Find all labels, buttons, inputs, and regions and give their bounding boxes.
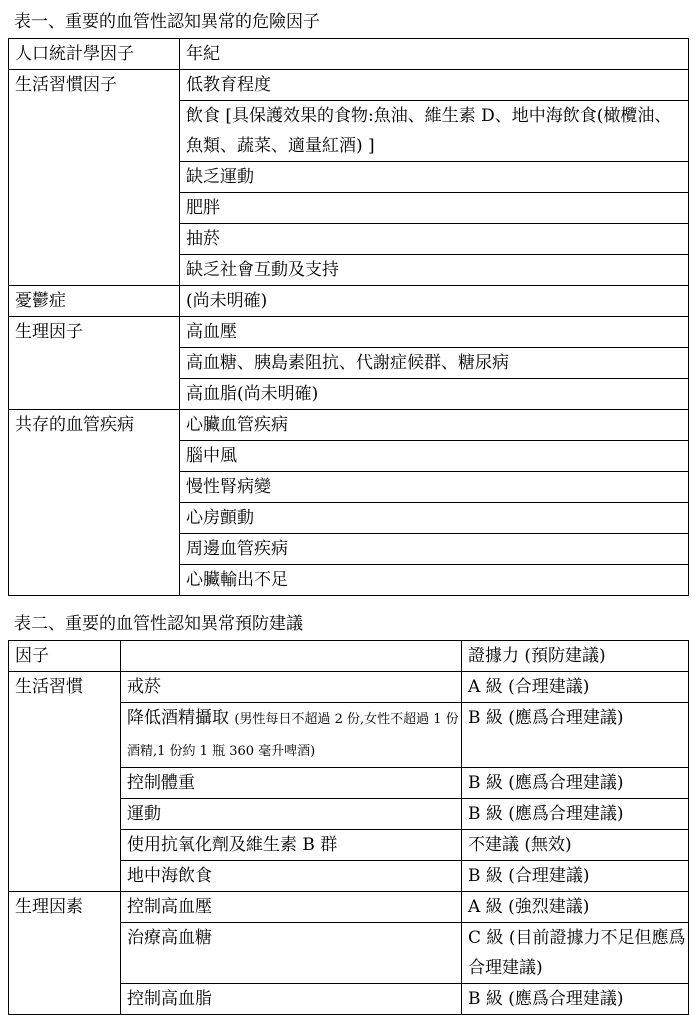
header-item (121, 641, 462, 672)
risk-item: (尚未明確) (180, 286, 689, 317)
evidence-level: A 級 (合理建議) (462, 672, 689, 703)
group-name: 憂鬱症 (9, 286, 180, 317)
prevention-item: 控制體重 (121, 768, 462, 799)
risk-item: 高血脂(尚未明確) (180, 379, 689, 410)
table2-caption: 表二、重要的血管性認知異常預防建議 (14, 614, 303, 634)
prevention-item-note: (男性每日不超過 2 份,女性不超過 1 份酒精,1 份約 1 瓶 360 毫升啤酒) (127, 712, 459, 759)
prevention-item: 地中海飲食 (121, 861, 462, 892)
risk-item: 心臟血管疾病 (180, 410, 689, 441)
prevention-item: 運動 (121, 799, 462, 830)
evidence-level: B 級 (合理建議) (462, 861, 689, 892)
risk-item: 心房顫動 (180, 503, 689, 534)
risk-item: 腦中風 (180, 441, 689, 472)
prevention-item-label: 降低酒精攝取 (127, 708, 229, 728)
risk-item: 飲食 [具保護效果的食物:魚油、維生素 D、地中海飲食(橄欖油、魚類、蔬菜、適量紅酒) ] (180, 101, 689, 162)
header-factor: 因子 (9, 641, 121, 672)
group-name: 生活習慣因子 (9, 70, 180, 286)
evidence-level: 不建議 (無效) (462, 830, 689, 861)
risk-item: 周邊血管疾病 (180, 534, 689, 565)
risk-item: 缺乏社會互動及支持 (180, 255, 689, 286)
prevention-item: 戒菸 (121, 672, 462, 703)
risk-item: 肥胖 (180, 193, 689, 224)
group-name: 共存的血管疾病 (9, 410, 180, 596)
evidence-level: B 級 (應爲合理建議) (462, 799, 689, 830)
risk-item: 高血糖、胰島素阻抗、代謝症候群、糖尿病 (180, 348, 689, 379)
prevention-item: 使用抗氧化劑及維生素 B 群 (121, 830, 462, 861)
evidence-level: B 級 (應爲合理建議) (462, 984, 689, 1015)
prevention-item: 治療高血糖 (121, 923, 462, 984)
factor-cell: 生理因素 (9, 892, 121, 1015)
risk-item: 年紀 (180, 39, 689, 70)
prevention-table (8, 640, 689, 1015)
evidence-level: C 級 (目前證據力不足但應爲合理建議) (462, 923, 689, 984)
prevention-item: 控制高血壓 (121, 892, 462, 923)
risk-item: 低教育程度 (180, 70, 689, 101)
prevention-item: 控制高血脂 (121, 984, 462, 1015)
risk-item: 高血壓 (180, 317, 689, 348)
risk-item: 慢性腎病變 (180, 472, 689, 503)
table1-caption: 表一、重要的血管性認知異常的危險因子 (14, 12, 320, 32)
prevention-item (121, 703, 462, 768)
factor-cell: 生活習慣 (9, 672, 121, 892)
risk-item: 抽菸 (180, 224, 689, 255)
evidence-level: B 級 (應爲合理建議) (462, 703, 689, 768)
header-evidence: 證據力 (預防建議) (462, 641, 689, 672)
group-name: 生理因子 (9, 317, 180, 410)
risk-factor-table (8, 38, 689, 596)
risk-item: 心臟輸出不足 (180, 565, 689, 596)
group-name: 人口統計學因子 (9, 39, 180, 70)
evidence-level: A 級 (強烈建議) (462, 892, 689, 923)
risk-item: 缺乏運動 (180, 162, 689, 193)
evidence-level: B 級 (應爲合理建議) (462, 768, 689, 799)
